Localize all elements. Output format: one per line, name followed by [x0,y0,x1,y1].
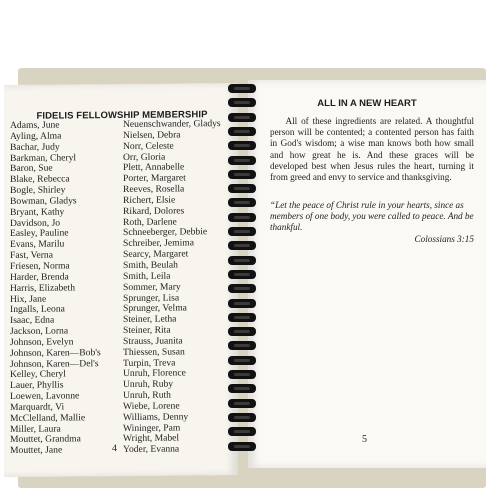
binding-ring [228,299,256,308]
member-name: Roth, Darlene [123,216,177,228]
member-name: Johnson, Karen—Bob's [10,346,101,359]
member-name: Reeves, Rosella [123,183,185,196]
devotional-body [270,116,474,183]
member-name: Loewen, Lavonne [10,390,80,403]
spiral-binding [228,84,256,456]
binding-ring [228,370,256,379]
member-name: Neuenschwander, Gladys [123,118,221,130]
member-name: Bogle, Shirley [10,184,66,197]
binding-ring [228,241,256,250]
binding-ring [228,98,256,107]
member-name: Unruh, Florence [123,367,186,380]
member-name: Ayling, Alma [10,130,62,142]
binding-ring [228,184,256,193]
member-name: Mouttet, Grandma [10,433,81,446]
member-name: Sommer, Mary [123,281,181,293]
binding-ring [228,284,256,293]
member-name: Strauss, Juanita [123,335,183,347]
member-name: Kelley, Cheryl [10,368,66,381]
member-name: Orr, Gloria [123,151,166,163]
verse-text: “Let the peace of Christ rule in your hearts, since as members of one body, you were called to peace. And be thankful. [270,200,474,233]
member-name: Marquardt, Vi [10,401,65,413]
binding-ring [228,384,256,393]
binding-ring [228,413,256,422]
binding-ring [228,313,256,322]
member-name: Harder, Brenda [10,271,69,283]
member-name: Williams, Denny [123,411,189,423]
binding-ring [228,213,256,222]
binding-ring [228,442,256,451]
member-name: Jackson, Lorna [10,325,69,337]
member-name: Fast, Verna [10,249,53,262]
binding-ring [228,399,256,408]
member-name: Johnson, Evelyn [10,336,74,348]
member-column-2 [123,119,221,456]
member-name: Plett, Annabelle [123,161,185,174]
member-name: Turpin, Treva [123,357,176,369]
binding-ring [228,256,256,265]
member-name: Schneeberger, Debbie [123,226,208,239]
member-name: Johnson, Karen—Del's [10,357,99,370]
member-name: Bachar, Judy [10,141,60,153]
member-name: Wright, Mabel [123,432,180,445]
scripture-verse [270,200,474,245]
member-name: McClelland, Mallie [10,412,86,424]
devotional-body-text: All of these ingredients are related. A thoughtful person will be contented; a contented person has faith in God's wisdom; a wise man knows both how small and how great he is. And these graces will be developed best when Jesus rules the heart, turning it from greed and envy to service and thanksgiving. [270,116,475,183]
page-number-left: 4 [112,443,117,455]
binding-ring [228,227,256,236]
member-name: Bryant, Kathy [10,206,65,218]
member-name: Wiebe, Lorene [123,400,180,412]
member-name: Rikard, Dolores [123,205,185,217]
membership-title: FIDELIS FELLOWSHIP MEMBERSHIP [36,109,208,122]
right-page [248,80,486,468]
binding-ring [228,156,256,165]
binding-ring [228,141,256,150]
member-name: Richert, Elsie [123,194,176,206]
page-number-right: 5 [362,434,367,445]
binding-ring [228,341,256,350]
member-column-1 [10,120,101,457]
member-name: Smith, Leila [123,270,171,282]
member-name: Adams, June [10,119,60,131]
member-name: Friesen, Norma [10,260,70,272]
member-name: Thiessen, Susan [123,346,185,358]
member-name: Hix, Jane [10,293,47,305]
member-name: Isaac, Edna [10,314,55,327]
binding-ring [228,356,256,365]
member-name: Nielsen, Debra [123,129,181,141]
verse-reference: Colossians 3:15 [414,233,474,244]
member-name: Blake, Rebecca [10,173,70,186]
member-name: Bowman, Gladys [10,195,77,207]
binding-ring [228,198,256,207]
binding-ring [228,84,256,93]
binding-ring [228,327,256,336]
member-name: Davidson, Jo [10,217,61,229]
left-page [4,83,238,477]
member-name: Yoder, Evanna [123,443,180,456]
binding-ring [228,427,256,436]
member-name: Steiner, Rita [123,324,171,337]
member-name: Porter, Margaret [123,172,186,185]
member-name: Smith, Beulah [123,259,178,271]
member-name: Evans, Marilu [10,238,65,251]
member-name: Searcy, Margaret [123,248,189,261]
member-name: Wininger, Pam [123,422,181,434]
devotional-title: ALL IN A NEW HEART [317,98,417,109]
member-name: Miller, Laura [10,423,61,435]
member-name: Ingalls, Leona [10,303,65,316]
member-name: Steiner, Letha [123,313,177,326]
member-name: Easley, Pauline [10,227,69,240]
binding-ring [228,270,256,279]
member-name: Schreiber, Jemima [123,237,195,250]
member-name: Unruh, Ruby [123,378,174,391]
show-through-text [282,250,462,292]
member-name: Mouttet, Jane [10,444,63,457]
member-name: Baron, Sue [10,162,53,175]
member-name: Unruh, Ruth [123,389,171,402]
member-name: Norr, Celeste [123,140,174,152]
binding-ring [228,170,256,179]
member-name: Sprunger, Velma [123,302,187,315]
member-name: Sprunger, Lisa [123,291,180,304]
member-name: Barkman, Cheryl [10,151,77,164]
binding-ring [228,127,256,136]
member-name: Harris, Elizabeth [10,282,75,294]
member-name: Lauer, Phyllis [10,379,64,392]
binding-ring [228,113,256,122]
